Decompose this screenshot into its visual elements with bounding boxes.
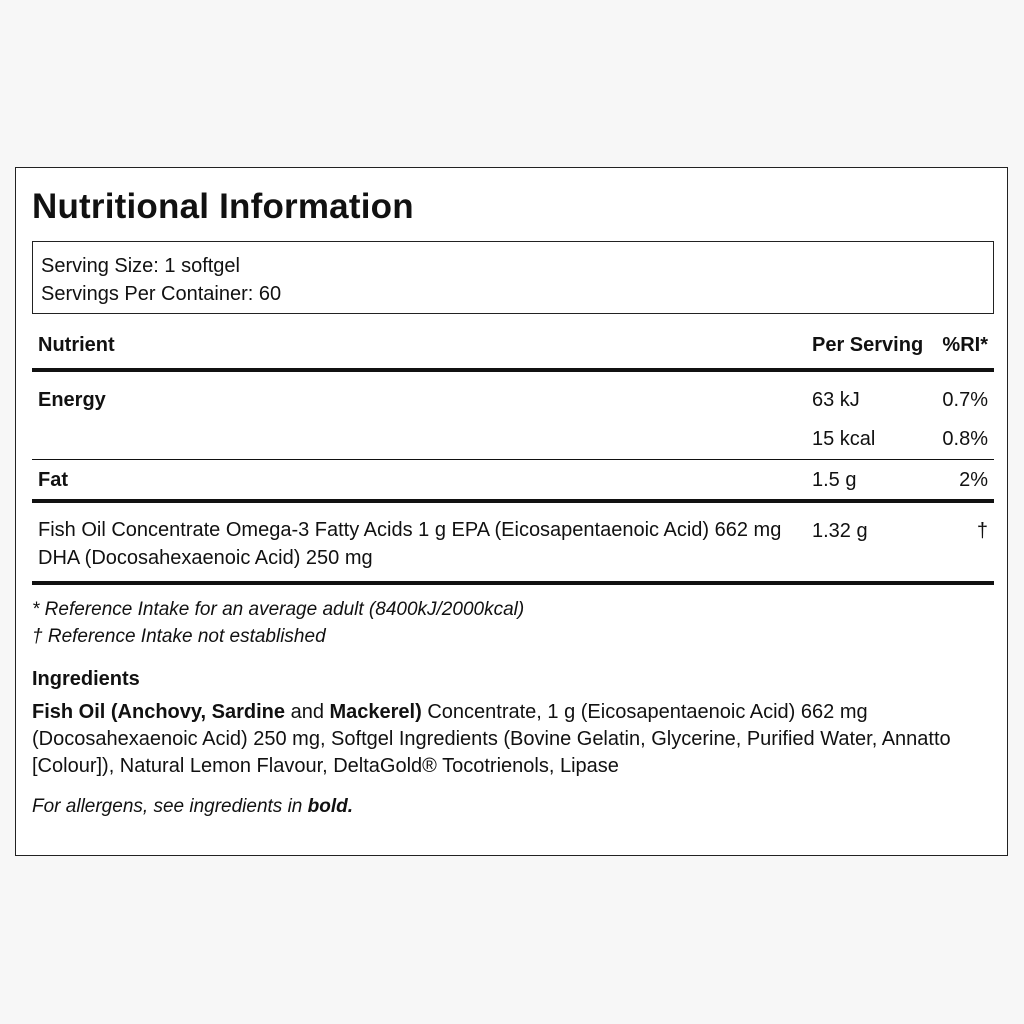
ingredients-title: Ingredients — [32, 668, 140, 690]
dagger-footnote: † Reference Intake not established — [32, 626, 326, 647]
per-serving-value: 63 kJ — [812, 389, 860, 411]
table-row-energy-kj — [32, 372, 994, 412]
allergen-fish: Fish Oil (Anchovy, Sardine — [32, 701, 286, 723]
nutrient-name: Energy — [38, 389, 106, 411]
table-row-energy-kcal — [32, 412, 994, 459]
nutrient-name: Fat — [38, 469, 68, 491]
header-per-serving: Per Serving — [812, 334, 924, 356]
ingredients-rest: Concentrate, 1 g (Eicosapentaenoic Acid) 662 mg (Docosahexaenoic Acid) 250 mg, Softgel Ingredients (Bovine Gelatin, Glycerine, Purified Water, Annatto [Colour]), Natural Lemon Flavour, DeltaGold® Tocotrienols, Lipase — [32, 701, 951, 777]
header-nutrient: Nutrient — [38, 334, 115, 356]
serving-info-box — [32, 241, 994, 314]
ingredients-text — [32, 699, 992, 780]
per-serving-value: 1.5 g — [812, 469, 857, 491]
nutrient-name: Fish Oil Concentrate Omega-3 Fatty Acids 1 g EPA (Eicosapentaenoic Acid) 662 mg DHA (Docosahexaenoic Acid) 250 mg — [38, 519, 782, 569]
page-title: Nutritional Information — [32, 187, 414, 226]
ri-value: 2% — [959, 469, 988, 491]
ri-value: 0.7% — [942, 389, 988, 411]
header-ri: %RI* — [942, 334, 988, 356]
nutrition-table — [32, 328, 994, 585]
ingredients-connector: and — [285, 701, 330, 723]
ri-footnote: * Reference Intake for an average adult (8400kJ/2000kcal) — [32, 599, 525, 620]
allergen-note-bold: bold. — [307, 796, 354, 817]
per-serving-value: 1.32 g — [812, 520, 868, 542]
per-serving-value: 15 kcal — [812, 428, 876, 450]
divider-thick — [32, 581, 994, 585]
table-row-fat — [32, 460, 994, 499]
allergen-note-text: For allergens, see ingredients in — [32, 796, 308, 817]
servings-per-container: Servings Per Container: 60 — [41, 283, 282, 305]
table-header-row — [32, 328, 994, 368]
table-row-fish-oil — [32, 503, 994, 581]
allergen-mackerel: Mackerel) — [329, 701, 422, 723]
ri-value: † — [976, 520, 988, 542]
allergen-note — [32, 796, 353, 818]
footnotes — [32, 596, 524, 650]
serving-size: Serving Size: 1 softgel — [41, 255, 240, 277]
ri-value: 0.8% — [942, 428, 988, 450]
nutrition-panel — [15, 167, 1008, 856]
